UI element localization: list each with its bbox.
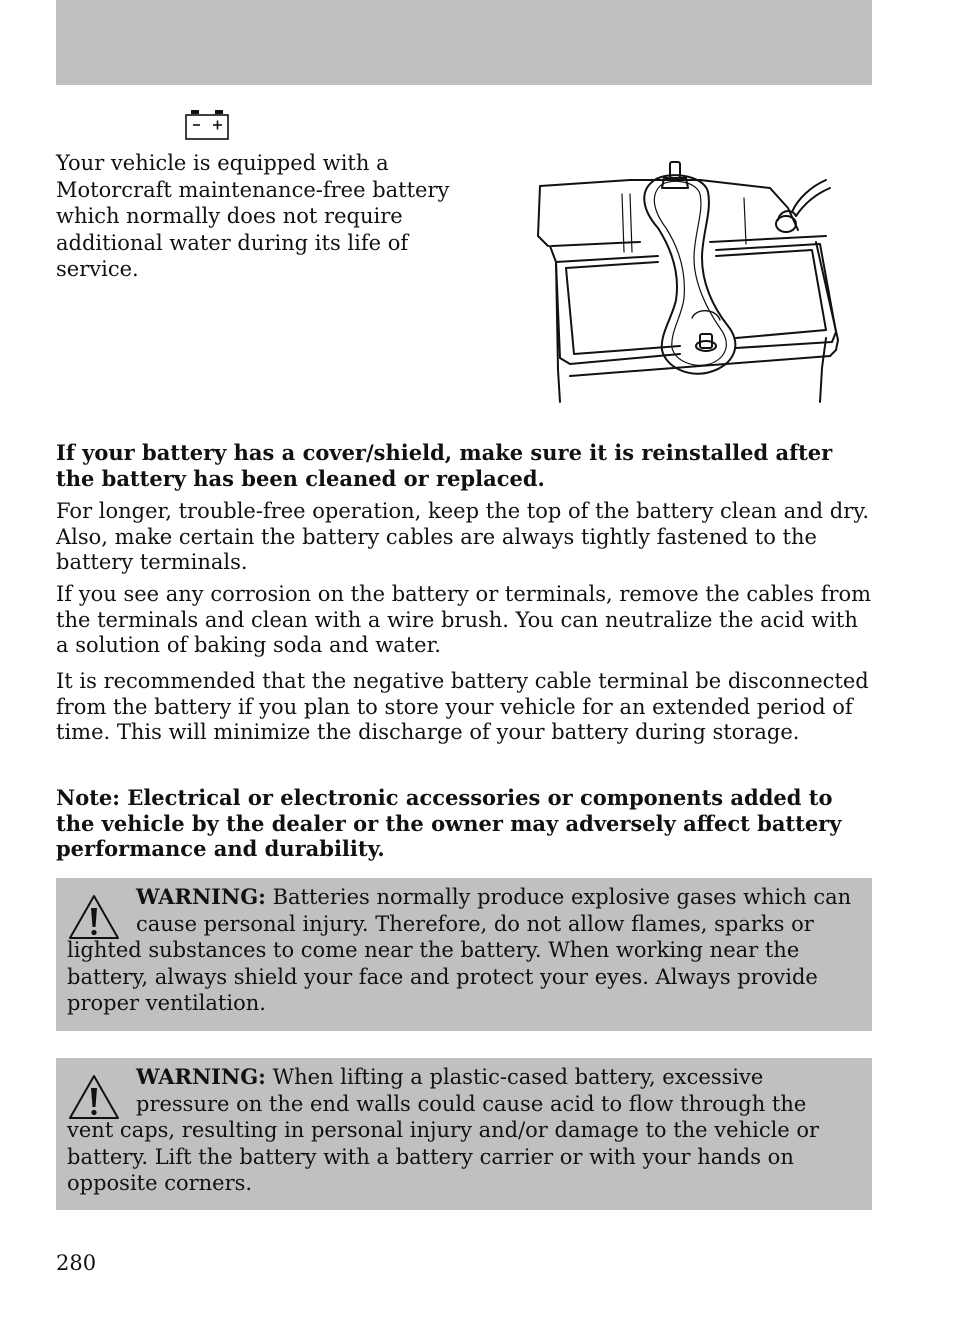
storage-paragraph: It is recommended that the negative battery cable terminal be disconnected from the battery if you plan to store your vehicle for an extended period of time. This will minimize the discharge of your battery during storage. [56, 669, 869, 744]
battery-icon [185, 110, 229, 140]
warning-box-lifting [56, 1058, 872, 1210]
clean-paragraph: For longer, trouble-free operation, keep the top of the battery clean and dry. Also, make certain the battery cables are always tightly fastened to the battery terminals. [56, 499, 870, 574]
warning-body: Batteries normally produce explosive gases which can cause personal injury. Therefore, do not allow flames, sparks or lighted substances to come near the battery. When working near the battery, always shield your face and protect your eyes. Always provide proper ventilation. [67, 885, 852, 1015]
warning-label: WARNING: [136, 1064, 266, 1089]
corrosion-paragraph: If you see any corrosion on the battery or terminals, remove the cables from the terminals and clean with a wire brush. You can neutralize the acid with a solution of baking soda and water. [56, 582, 872, 657]
warning-body: When lifting a plastic-cased battery, excessive pressure on the end walls could cause acid to flow through the vent caps, resulting in personal injury and/or damage to the vehicle or battery. Lift the battery with a battery carrier or with your hands on opposite corners. [67, 1065, 820, 1195]
warning-text [56, 1058, 872, 1197]
warning-text [56, 878, 872, 1017]
warning-triangle-icon [68, 894, 120, 940]
intro-text: Your vehicle is equipped with a Motorcraft maintenance-free battery which normally does not require additional water during its life of service. [56, 151, 450, 281]
warning-triangle-icon [68, 1074, 120, 1120]
battery-illustration [530, 150, 850, 410]
cover-note: If your battery has a cover/shield, make sure it is reinstalled after the battery has been cleaned or replaced. [56, 440, 833, 491]
warning-label: WARNING: [136, 884, 266, 909]
page-number: 280 [56, 1251, 97, 1275]
warning-box-gases [56, 878, 872, 1031]
header-band [56, 0, 872, 85]
note-paragraph: Note: Electrical or electronic accessories or components added to the vehicle by the dealer or the owner may adversely affect battery performance and durability. [56, 785, 842, 861]
